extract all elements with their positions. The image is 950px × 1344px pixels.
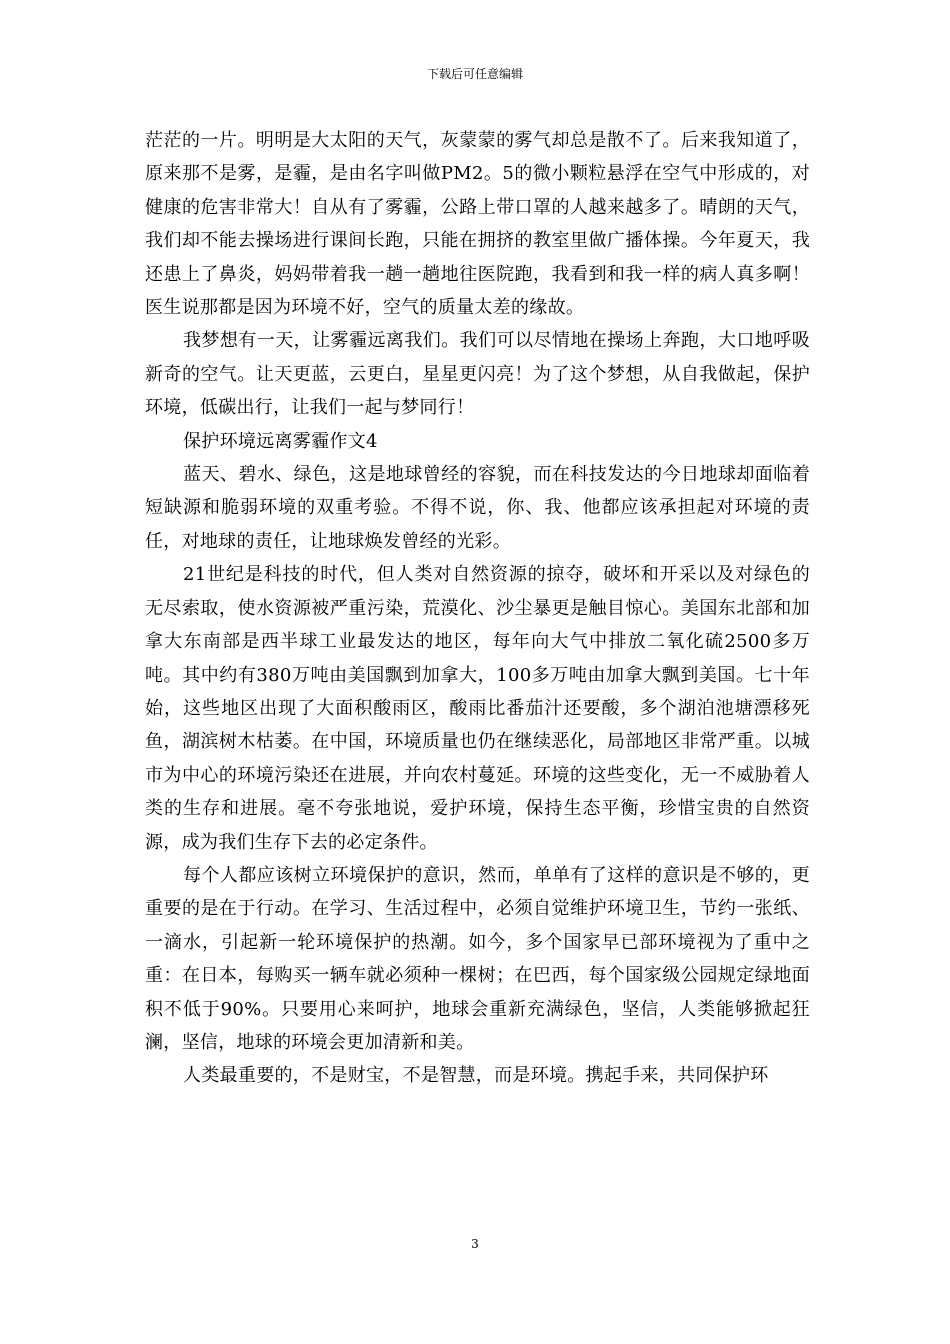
paragraph: 茫茫的一片。明明是大太阳的天气，灰蒙蒙的雾气却总是散不了。后来我知道了，原来那不是雾，是霾，是由名字叫做PM2。5的微小颗粒悬浮在空气中形成的，对健康的危害非常大！自从有了雾霾，公路上带口罩的人越来越多了。晴朗的天气，我们却不能去操场进行课间长跑，只能在拥挤的教室里做广播体操。今年夏天，我还患上了鼻炎，妈妈带着我一趟一趟地往医院跑，我看到和我一样的病人真多啊！医生说那都是因为环境不好，空气的质量太差的缘故。 (145, 130, 810, 319)
paragraph: 蓝天、碧水、绿色，这是地球曾经的容貌，而在科技发达的今日地球却面临着短缺源和脆弱环境的双重考验。不得不说，你、我、他都应该承担起对环境的责任，对地球的责任，让地球焕发曾经的光彩。 (145, 464, 810, 552)
page-number: 3 (471, 1237, 479, 1251)
section-heading: 保护环境远离雾霾作文4 (183, 430, 378, 452)
paragraph: 我梦想有一天，让雾霾远离我们。我们可以尽情地在操场上奔跑，大口地呼吸新奇的空气。让天更蓝，云更白，星星更闪亮！为了这个梦想，从自我做起，保护环境，低碳出行，让我们一起与梦同行！ (145, 330, 810, 419)
paragraph: 人类最重要的，不是财宝，不是智慧，而是环境。携起手来，共同保护环 (183, 1065, 769, 1087)
document-body (145, 124, 810, 1093)
paragraph: 每个人都应该树立环境保护的意识，然而，单单有了这样的意识是不够的，更重要的是在于行动。在学习、生活过程中，必须自觉维护环境卫生，节约一张纸、一滴水，引起新一轮环境保护的热潮。如今，多个国家早已部环境视为了重中之重：在日本，每购买一辆车就必须种一棵树；在巴西，每个国家级公园规定绿地面积不低于90%。只要用心来呵护，地球会重新充满绿色，坚信，人类能够掀起狂澜，坚信，地球的环境会更加清新和美。 (145, 864, 810, 1053)
paragraph: 21世纪是科技的时代，但人类对自然资源的掠夺，破坏和开采以及对绿色的无尽索取，使水资源被严重污染，荒漠化、沙尘暴更是触目惊心。美国东北部和加拿大东南部是西半球工业最发达的地区，每年向大气中排放二氧化硫2500多万吨。其中约有380万吨由美国飘到加拿大，100多万吨由加拿大飘到美国。七十年始，这些地区出现了大面积酸雨区，酸雨比番茄汁还要酸，多个湖泊池塘漂移死鱼，湖滨树木枯萎。在中国，环境质量也仍在继续恶化，局部地区非常严重。以城市为中心的环境污染还在进展，并向农村蔓延。环境的这些变化，无一不威胁着人类的生存和进展。毫不夸张地说，爱护环境，保持生态平衡，珍惜宝贵的自然资源，成为我们生存下去的必定条件。 (145, 564, 810, 853)
page-header: 下载后可任意编辑 (426, 67, 523, 81)
